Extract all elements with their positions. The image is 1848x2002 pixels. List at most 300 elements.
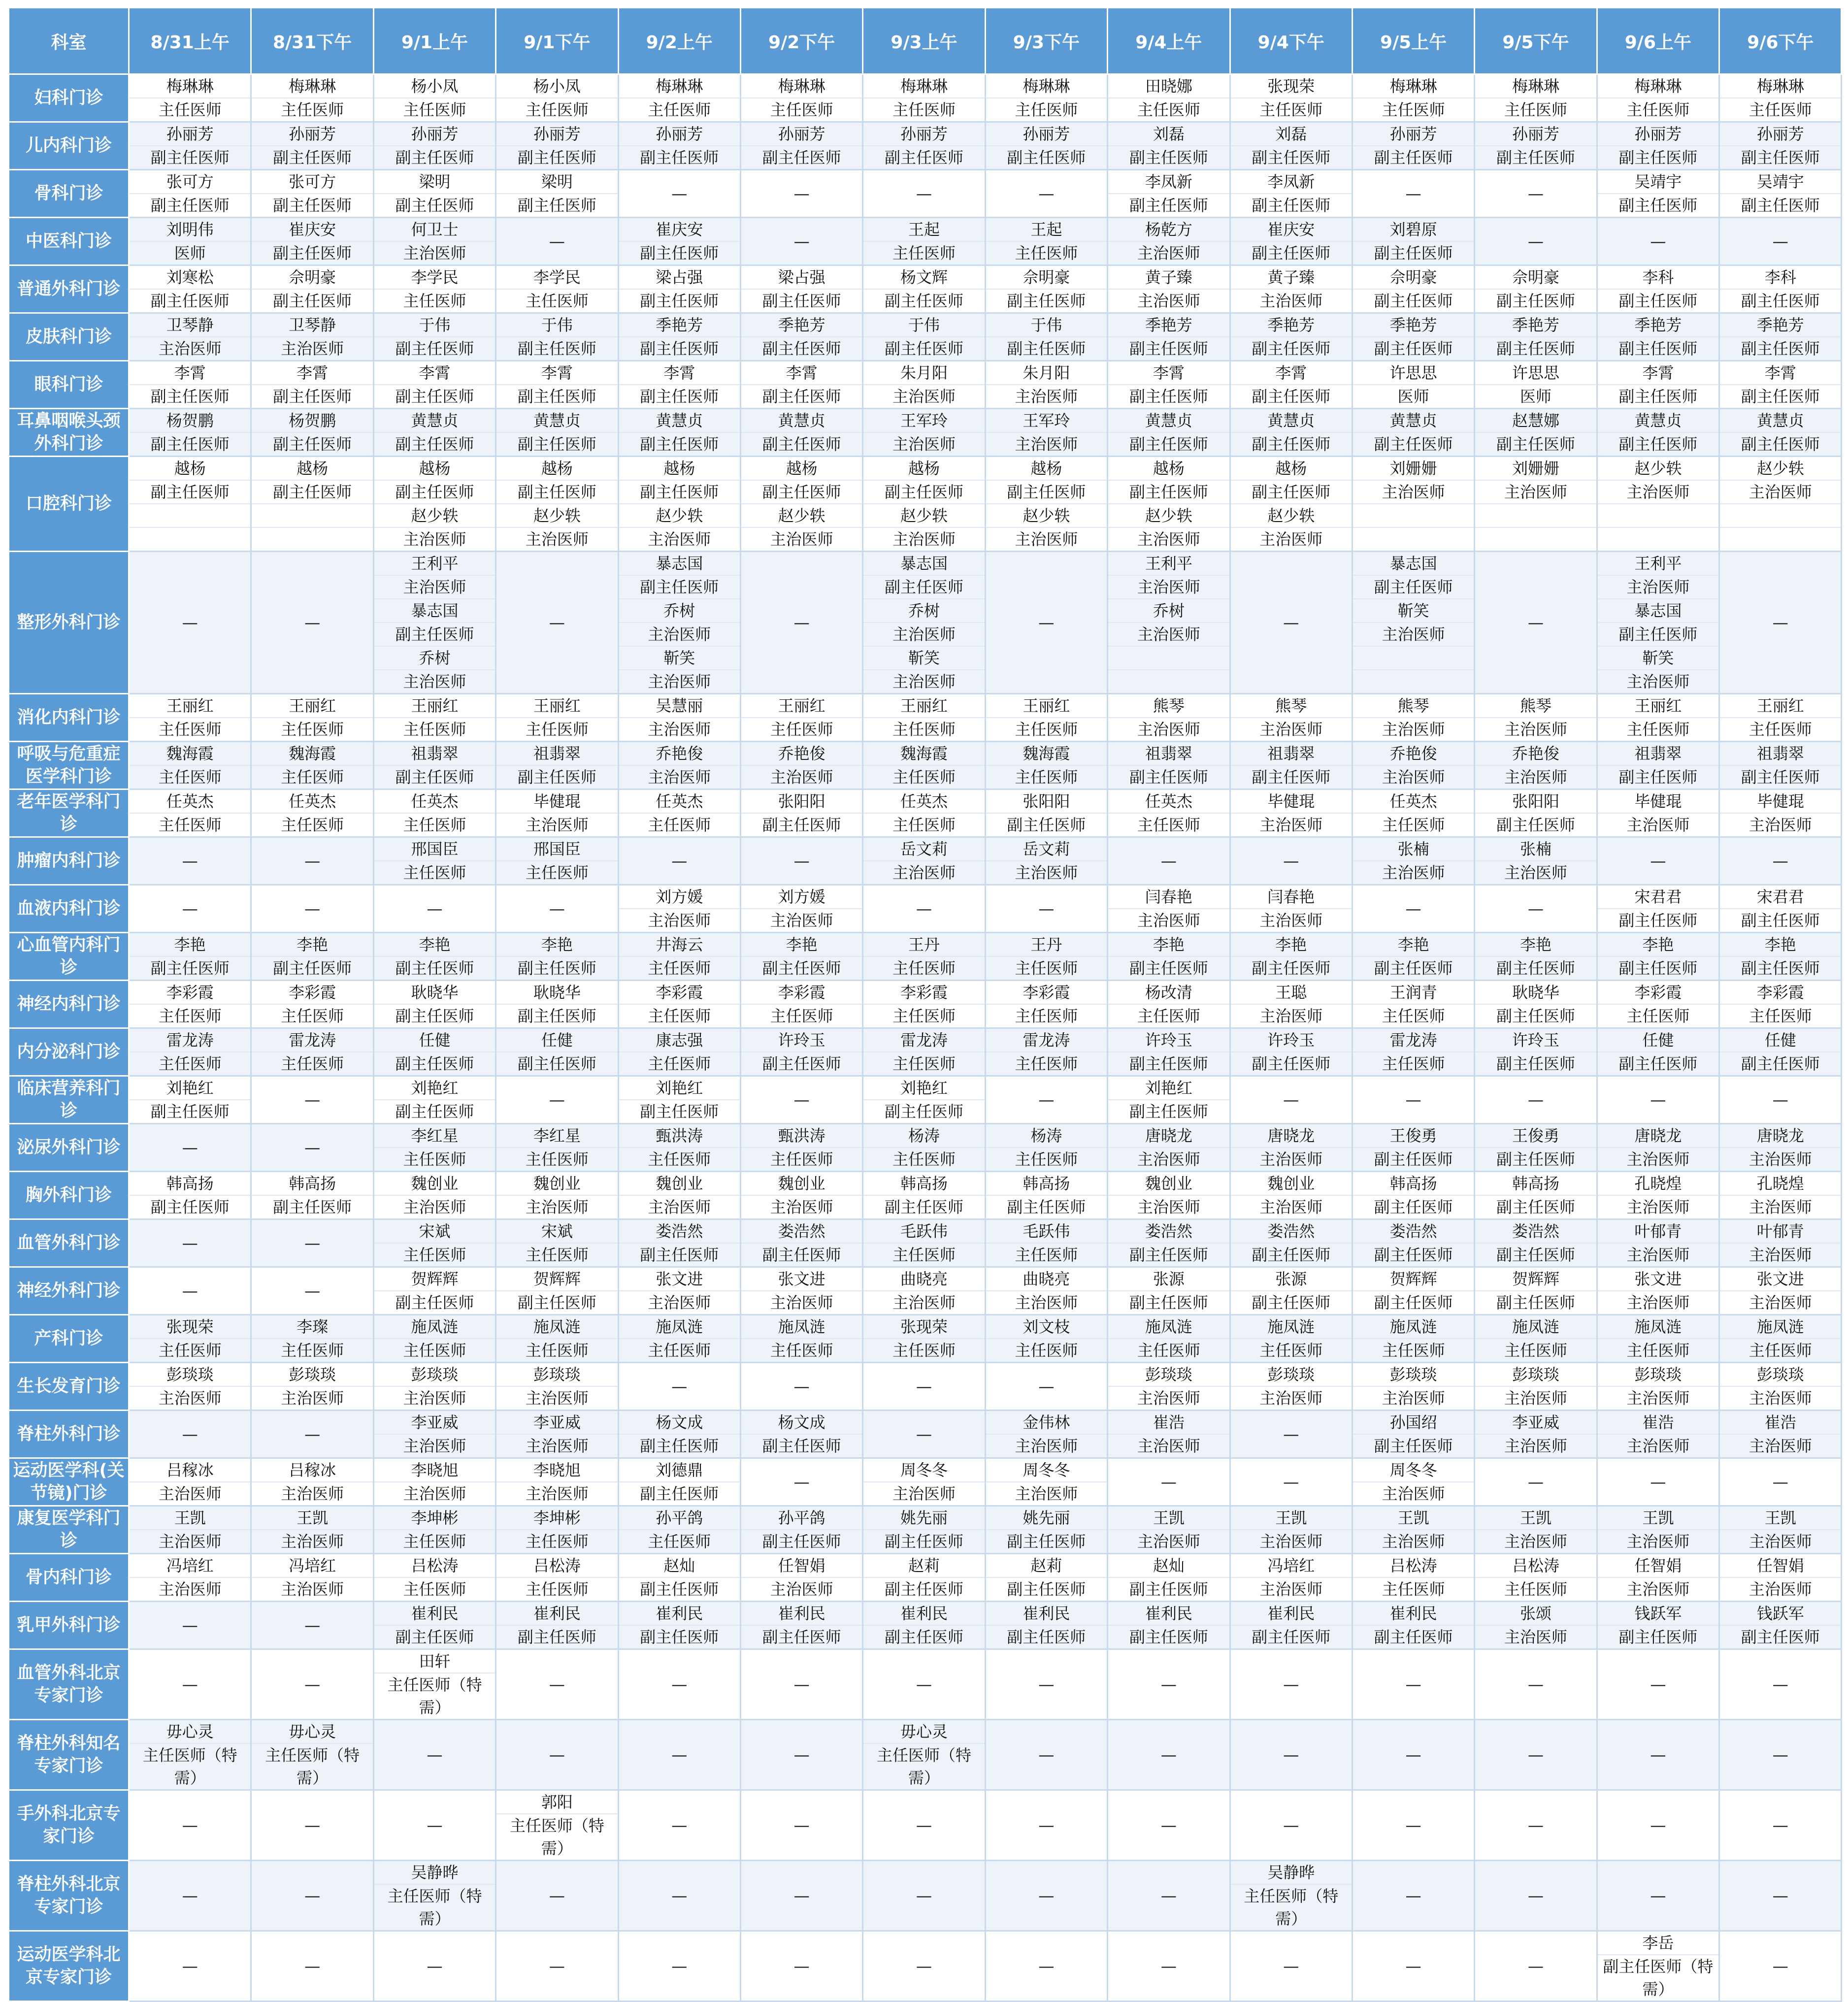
doctor-name: 魏创业 <box>411 1174 459 1193</box>
doctor-name: 乔艳俊 <box>1512 744 1559 763</box>
doctor-title: 主治医师 <box>986 1290 1107 1314</box>
doctor-name: 李彩霞 <box>1023 983 1070 1002</box>
dept-name: 耳鼻咽喉头颈外科门诊 <box>9 409 129 457</box>
doctor-title <box>1353 527 1474 551</box>
schedule-cell <box>373 1931 495 2002</box>
dept-name: 骨内科门诊 <box>9 1554 129 1602</box>
header-row <box>9 8 1842 74</box>
doctor-name: 施凤涟 <box>1634 1317 1682 1336</box>
doctor-title: 主治医师 <box>1598 1434 1718 1457</box>
schedule-cell <box>1719 1602 1842 1649</box>
doctor-name: 孙丽芳 <box>900 125 948 143</box>
schedule-cell <box>1597 837 1719 885</box>
doctor-name: 黄子臻 <box>1145 268 1192 287</box>
schedule-cell <box>1352 1720 1474 1790</box>
schedule-cell <box>251 933 373 981</box>
schedule-cell <box>985 1790 1107 1861</box>
schedule-cell <box>129 1649 251 1720</box>
dept-name: 泌尿外科门诊 <box>9 1124 129 1172</box>
doctor-title: 主任医师 <box>863 241 984 264</box>
table-row <box>9 1172 1842 1219</box>
no-clinic-dash: — <box>671 1886 688 1905</box>
doctor-title: 主治医师 <box>619 717 740 741</box>
schedule-cell <box>129 1458 251 1506</box>
schedule-cell <box>1597 1720 1719 1790</box>
doctor-name: 孔晓煌 <box>1634 1174 1682 1193</box>
doctor-name: 任健 <box>419 1031 451 1050</box>
schedule-cell <box>740 361 862 409</box>
schedule-cell <box>1719 1790 1842 1861</box>
doctor-name: 彭琰琰 <box>166 1365 214 1384</box>
doctor-name: 赵莉 <box>1030 1556 1062 1575</box>
no-clinic-dash: — <box>304 613 321 632</box>
doctor-name: 崔庆安 <box>1267 220 1315 239</box>
doctor-title: 副主任医师 <box>496 765 617 788</box>
schedule-cell <box>1108 218 1230 265</box>
doctor-name: 卫琴静 <box>166 316 214 334</box>
doctor-name: 李霄 <box>663 363 695 382</box>
doctor-title: 主任医师 <box>619 98 740 121</box>
schedule-cell <box>1230 122 1352 170</box>
doctor-title: 副主任医师 <box>1353 1434 1474 1457</box>
doctor-title: 主治医师 <box>863 384 984 408</box>
table-row <box>9 1363 1842 1411</box>
doctor-title: 主治医师 <box>986 527 1107 551</box>
doctor-name: 李彩霞 <box>166 983 214 1002</box>
doctor-name <box>252 503 372 527</box>
schedule-cell <box>496 218 618 265</box>
doctor-title: 副主任医师 <box>374 336 495 360</box>
doctor-name: 佘明豪 <box>1023 268 1070 287</box>
doctor-title: 主治医师 <box>619 765 740 788</box>
doctor-title: 主任医师 <box>863 956 984 980</box>
no-clinic-dash: — <box>793 1886 810 1905</box>
schedule-cell <box>1475 409 1597 457</box>
schedule-cell <box>985 789 1107 837</box>
schedule-cell <box>1352 1124 1474 1172</box>
schedule-cell <box>1352 885 1474 933</box>
schedule-cell <box>985 265 1107 313</box>
doctor-name: 王丽红 <box>411 696 459 715</box>
doctor-name: 施凤涟 <box>533 1317 581 1336</box>
schedule-cell <box>1719 409 1842 457</box>
schedule-cell <box>1352 122 1474 170</box>
dept-name: 消化内科门诊 <box>9 694 129 742</box>
schedule-cell <box>1719 1219 1842 1267</box>
schedule-cell <box>740 1172 862 1219</box>
schedule-cell <box>1719 1458 1842 1506</box>
doctor-title: 主任医师 <box>1353 813 1474 836</box>
schedule-cell <box>1352 837 1474 885</box>
doctor-name: 李科 <box>1642 268 1674 287</box>
schedule-cell <box>1597 1411 1719 1458</box>
schedule-cell <box>1352 409 1474 457</box>
schedule-cell <box>863 933 985 981</box>
no-clinic-dash: — <box>1527 1886 1544 1905</box>
schedule-cell <box>373 1124 495 1172</box>
doctor-title: 主治医师 <box>1108 527 1229 551</box>
doctor-title: 主治医师 <box>1720 1147 1841 1171</box>
schedule-cell <box>1230 1124 1352 1172</box>
doctor-title: 主任医师 <box>374 860 495 884</box>
doctor-title: 副主任医师 <box>252 145 372 169</box>
header-col: 9/5下午 <box>1475 8 1597 74</box>
doctor-name: 张源 <box>1275 1270 1307 1288</box>
schedule-cell <box>1475 1554 1597 1602</box>
doctor-name: 冯培红 <box>1267 1556 1315 1575</box>
doctor-title: 主任医师 <box>986 1338 1107 1362</box>
doctor-name: 贺辉辉 <box>533 1270 581 1288</box>
schedule-cell <box>1719 933 1842 981</box>
no-clinic-dash: — <box>1405 1886 1421 1905</box>
schedule-cell <box>129 1411 251 1458</box>
dept-name: 血管外科北京专家门诊 <box>9 1649 129 1720</box>
doctor-title: 主任医师 <box>1231 98 1352 121</box>
doctor-title: 主任医师 <box>986 1051 1107 1075</box>
doctor-name: 黄慧贞 <box>778 411 825 430</box>
schedule-cell <box>985 1076 1107 1124</box>
schedule-cell <box>373 218 495 265</box>
no-clinic-dash: — <box>793 184 810 203</box>
doctor-name: 王丽红 <box>778 696 825 715</box>
schedule-cell <box>1719 742 1842 789</box>
schedule-cell <box>863 122 985 170</box>
doctor-name: 毋心灵 <box>289 1722 336 1741</box>
schedule-cell <box>1597 694 1719 742</box>
doctor-title: 副主任医师 <box>252 480 372 503</box>
schedule-cell <box>740 409 862 457</box>
schedule-cell <box>985 837 1107 885</box>
schedule-cell <box>129 1931 251 2002</box>
no-clinic-dash: — <box>671 184 688 203</box>
doctor-title: 副主任医师 <box>374 956 495 980</box>
doctor-title: 副主任医师 <box>1108 1577 1229 1601</box>
schedule-cell <box>1108 837 1230 885</box>
schedule-cell <box>863 1720 985 1790</box>
doctor-name: 季艳芳 <box>1267 316 1315 334</box>
no-clinic-dash: — <box>916 899 932 918</box>
no-clinic-dash: — <box>1038 1957 1055 1975</box>
dept-name: 神经内科门诊 <box>9 981 129 1028</box>
doctor-name: 赵少轶 <box>986 503 1107 527</box>
doctor-title: 主任医师 <box>1475 1338 1596 1362</box>
doctor-name: 任智娟 <box>1756 1556 1804 1575</box>
schedule-cell <box>1230 1458 1352 1506</box>
doctor-name: 李亚威 <box>1512 1413 1559 1432</box>
no-clinic-dash: — <box>793 852 810 870</box>
doctor-name: 季艳芳 <box>1145 316 1192 334</box>
doctor-title: 主治医师 <box>374 527 495 551</box>
doctor-title: 主任医师 <box>1353 98 1474 121</box>
schedule-cell <box>496 313 618 361</box>
no-clinic-dash: — <box>182 1281 198 1300</box>
no-clinic-dash: — <box>1772 613 1788 632</box>
doctor-title: 主任医师 <box>1598 1338 1718 1362</box>
doctor-name: 姚先丽 <box>1023 1509 1070 1527</box>
doctor-name: 甄洪涛 <box>778 1126 825 1145</box>
doctor-title: 主治医师 <box>619 1290 740 1314</box>
doctor-title: 主治医师 <box>1353 480 1474 503</box>
schedule-cell <box>1108 1172 1230 1219</box>
doctor-name: 王凯 <box>1519 1509 1551 1527</box>
schedule-cell <box>1475 457 1597 552</box>
schedule-cell <box>496 1458 618 1506</box>
schedule-cell <box>1475 313 1597 361</box>
doctor-name: 刘方媛 <box>778 887 825 906</box>
doctor-title: 副主任医师 <box>741 813 862 836</box>
schedule-cell <box>985 1124 1107 1172</box>
doctor-name: 刘艳红 <box>411 1079 459 1097</box>
doctor-title: 主任医师 <box>741 1338 862 1362</box>
schedule-cell <box>251 74 373 122</box>
doctor-title: 主任医师 <box>1353 1338 1474 1362</box>
no-clinic-dash: — <box>1405 1090 1421 1109</box>
schedule-cell <box>1352 1076 1474 1124</box>
doctor-title: 副主任医师 <box>1475 1147 1596 1171</box>
schedule-cell <box>373 742 495 789</box>
no-clinic-dash: — <box>916 1377 932 1396</box>
schedule-cell <box>1475 552 1597 694</box>
schedule-cell <box>1475 1363 1597 1411</box>
schedule-cell <box>863 1363 985 1411</box>
doctor-name: 刘姗姗 <box>1512 459 1559 478</box>
doctor-title: 主治医师 <box>1353 765 1474 788</box>
doctor-title: 主治医师 <box>1598 1290 1718 1314</box>
doctor-name: 邢国臣 <box>533 840 581 858</box>
doctor-title: 副主任医师 <box>496 1051 617 1075</box>
schedule-cell <box>1597 1506 1719 1554</box>
schedule-cell <box>1597 981 1719 1028</box>
doctor-name: 李红星 <box>411 1126 459 1145</box>
schedule-cell <box>496 1602 618 1649</box>
doctor-title: 副主任医师 <box>1108 1290 1229 1314</box>
schedule-cell <box>373 170 495 218</box>
schedule-cell <box>1597 1028 1719 1076</box>
no-clinic-dash: — <box>793 1473 810 1491</box>
schedule-cell <box>1108 1076 1230 1124</box>
doctor-name: 刘艳红 <box>656 1079 703 1097</box>
doctor-title: 主任医师 <box>863 1338 984 1362</box>
doctor-name: 冯培红 <box>166 1556 214 1575</box>
doctor-name: 梁占强 <box>656 268 703 287</box>
doctor-name: 王利平 <box>1145 554 1192 573</box>
doctor-title: 副主任医师 <box>496 1290 617 1314</box>
doctor-title: 主任医师 <box>741 98 862 121</box>
schedule-cell <box>1475 1720 1597 1790</box>
no-clinic-dash: — <box>1160 1473 1177 1491</box>
doctor-title: 副主任医师 <box>863 1625 984 1648</box>
doctor-name: 姚先丽 <box>900 1509 948 1527</box>
doctor-title: 副主任医师 <box>496 1004 617 1027</box>
doctor-title: 主任医师 <box>986 1004 1107 1027</box>
doctor-name: 黄慧贞 <box>1267 411 1315 430</box>
schedule-cell <box>129 1124 251 1172</box>
doctor-name: 越杨 <box>908 459 940 478</box>
doctor-name: 钱跃军 <box>1634 1604 1682 1623</box>
schedule-cell <box>863 1411 985 1458</box>
schedule-cell <box>373 837 495 885</box>
schedule-cell <box>985 1219 1107 1267</box>
doctor-name: 暴志国 <box>374 598 495 622</box>
no-clinic-dash: — <box>1038 899 1055 918</box>
doctor-name: 贺辉辉 <box>1512 1270 1559 1288</box>
doctor-name: 彭琰琰 <box>289 1365 336 1384</box>
schedule-cell <box>618 1458 740 1506</box>
doctor-name: 任健 <box>1642 1031 1674 1050</box>
schedule-cell <box>1108 265 1230 313</box>
doctor-name: 韩高扬 <box>1023 1174 1070 1193</box>
doctor-title: 副主任医师 <box>1475 336 1596 360</box>
schedule-cell <box>1719 361 1842 409</box>
schedule-cell <box>1352 1411 1474 1458</box>
doctor-title: 副主任医师 <box>741 1434 862 1457</box>
doctor-name: 娄浩然 <box>656 1222 703 1241</box>
schedule-cell <box>740 1790 862 1861</box>
doctor-title: 副主任医师 <box>1598 1051 1718 1075</box>
doctor-title: 主任医师 <box>130 1051 250 1075</box>
doctor-title: 副主任医师 <box>496 336 617 360</box>
dept-name: 生长发育门诊 <box>9 1363 129 1411</box>
no-clinic-dash: — <box>1527 1473 1544 1491</box>
schedule-cell <box>1475 1411 1597 1458</box>
doctor-title: 副主任医师 <box>1231 765 1352 788</box>
schedule-cell <box>129 1554 251 1602</box>
schedule-cell <box>1597 1861 1719 1931</box>
doctor-title: 主任医师 <box>1720 1338 1841 1362</box>
no-clinic-dash: — <box>1038 1745 1055 1764</box>
doctor-name: 梅琳琳 <box>900 77 948 96</box>
schedule-cell <box>1108 1124 1230 1172</box>
schedule-cell <box>863 552 985 694</box>
schedule-cell <box>985 1554 1107 1602</box>
dept-name: 皮肤科门诊 <box>9 313 129 361</box>
schedule-cell <box>251 409 373 457</box>
no-clinic-dash: — <box>1038 1675 1055 1694</box>
doctor-title: 主治医师 <box>1720 480 1841 503</box>
doctor-name: 梅琳琳 <box>1512 77 1559 96</box>
doctor-name: 季艳芳 <box>1512 316 1559 334</box>
schedule-cell <box>496 1790 618 1861</box>
doctor-name: 熊琴 <box>1397 696 1429 715</box>
no-clinic-dash: — <box>916 184 932 203</box>
schedule-cell <box>618 1931 740 2002</box>
schedule-cell <box>1352 933 1474 981</box>
dept-name: 骨科门诊 <box>9 170 129 218</box>
doctor-name: 李亚威 <box>411 1413 459 1432</box>
doctor-title: 副主任医师 <box>986 480 1107 503</box>
doctor-name: 刘艳红 <box>1145 1079 1192 1097</box>
doctor-title: 主治医师 <box>1231 1195 1352 1218</box>
doctor-name: 梅琳琳 <box>656 77 703 96</box>
doctor-name: 张文进 <box>1756 1270 1804 1288</box>
doctor-name: 崔浩 <box>1642 1413 1674 1432</box>
no-clinic-dash: — <box>793 1675 810 1694</box>
schedule-cell <box>1597 1219 1719 1267</box>
doctor-name: 娄浩然 <box>778 1222 825 1241</box>
doctor-name: 越杨 <box>663 459 695 478</box>
schedule-cell <box>251 1720 373 1790</box>
doctor-name: 王俊勇 <box>1512 1126 1559 1145</box>
doctor-name: 吕稼冰 <box>166 1461 214 1479</box>
schedule-cell <box>129 74 251 122</box>
no-clinic-dash: — <box>304 1886 321 1905</box>
doctor-title: 副主任医师 <box>374 432 495 456</box>
schedule-cell <box>251 1458 373 1506</box>
table-row <box>9 694 1842 742</box>
no-clinic-dash: — <box>1527 1675 1544 1694</box>
schedule-cell <box>1230 885 1352 933</box>
doctor-title: 医师 <box>1353 384 1474 408</box>
schedule-cell <box>251 1861 373 1931</box>
doctor-title: 副主任医师 <box>619 1434 740 1457</box>
doctor-title: 副主任医师 <box>374 145 495 169</box>
schedule-cell <box>863 1458 985 1506</box>
doctor-name: 任英杰 <box>166 792 214 811</box>
schedule-cell <box>1230 218 1352 265</box>
doctor-name: 祖翡翠 <box>1145 744 1192 763</box>
doctor-title: 副主任医师 <box>252 289 372 312</box>
doctor-title: 主任医师 <box>1598 98 1718 121</box>
doctor-name: 任健 <box>541 1031 573 1050</box>
doctor-title: 主任医师（特需） <box>863 1743 984 1789</box>
doctor-title: 副主任医师 <box>1598 956 1718 980</box>
schedule-cell <box>1230 1028 1352 1076</box>
schedule-cell <box>740 1315 862 1363</box>
table-row <box>9 74 1842 122</box>
schedule-cell <box>496 1172 618 1219</box>
doctor-name: 佘明豪 <box>1512 268 1559 287</box>
schedule-cell <box>618 1124 740 1172</box>
doctor-name: 魏海霞 <box>166 744 214 763</box>
schedule-cell <box>373 1554 495 1602</box>
doctor-title: 副主任医师 <box>741 145 862 169</box>
doctor-title: 副主任医师 <box>741 956 862 980</box>
schedule-cell <box>373 1602 495 1649</box>
doctor-title: 主治医师 <box>741 1195 862 1218</box>
doctor-title: 主治医师 <box>1598 1243 1718 1266</box>
schedule-cell <box>496 1315 618 1363</box>
header-col: 9/4上午 <box>1108 8 1230 74</box>
schedule-cell <box>740 789 862 837</box>
schedule-cell <box>251 1315 373 1363</box>
schedule-cell <box>1108 1028 1230 1076</box>
doctor-name: 刘方媛 <box>656 887 703 906</box>
doctor-name: 越杨 <box>541 459 573 478</box>
schedule-cell <box>129 1076 251 1124</box>
doctor-title: 主治医师 <box>1108 1529 1229 1553</box>
doctor-name: 李凤新 <box>1145 172 1192 191</box>
doctor-title: 副主任医师 <box>1720 1625 1841 1648</box>
doctor-title: 主治医师 <box>1353 717 1474 741</box>
schedule-cell <box>1719 1649 1842 1720</box>
schedule-cell <box>1597 933 1719 981</box>
doctor-name: 任智娟 <box>1634 1556 1682 1575</box>
schedule-cell <box>618 265 740 313</box>
doctor-name: 越杨 <box>1030 459 1062 478</box>
schedule-cell <box>1230 694 1352 742</box>
doctor-name: 李亚威 <box>533 1413 581 1432</box>
table-row <box>9 789 1842 837</box>
doctor-title: 主任医师 <box>986 241 1107 264</box>
doctor-title: 副主任医师 <box>1108 1625 1229 1648</box>
schedule-cell <box>1108 981 1230 1028</box>
no-clinic-dash: — <box>304 852 321 870</box>
doctor-name: 魏海霞 <box>289 744 336 763</box>
no-clinic-dash: — <box>427 899 443 918</box>
schedule-cell <box>1230 1267 1352 1315</box>
schedule-cell <box>1108 933 1230 981</box>
schedule-cell <box>1475 837 1597 885</box>
